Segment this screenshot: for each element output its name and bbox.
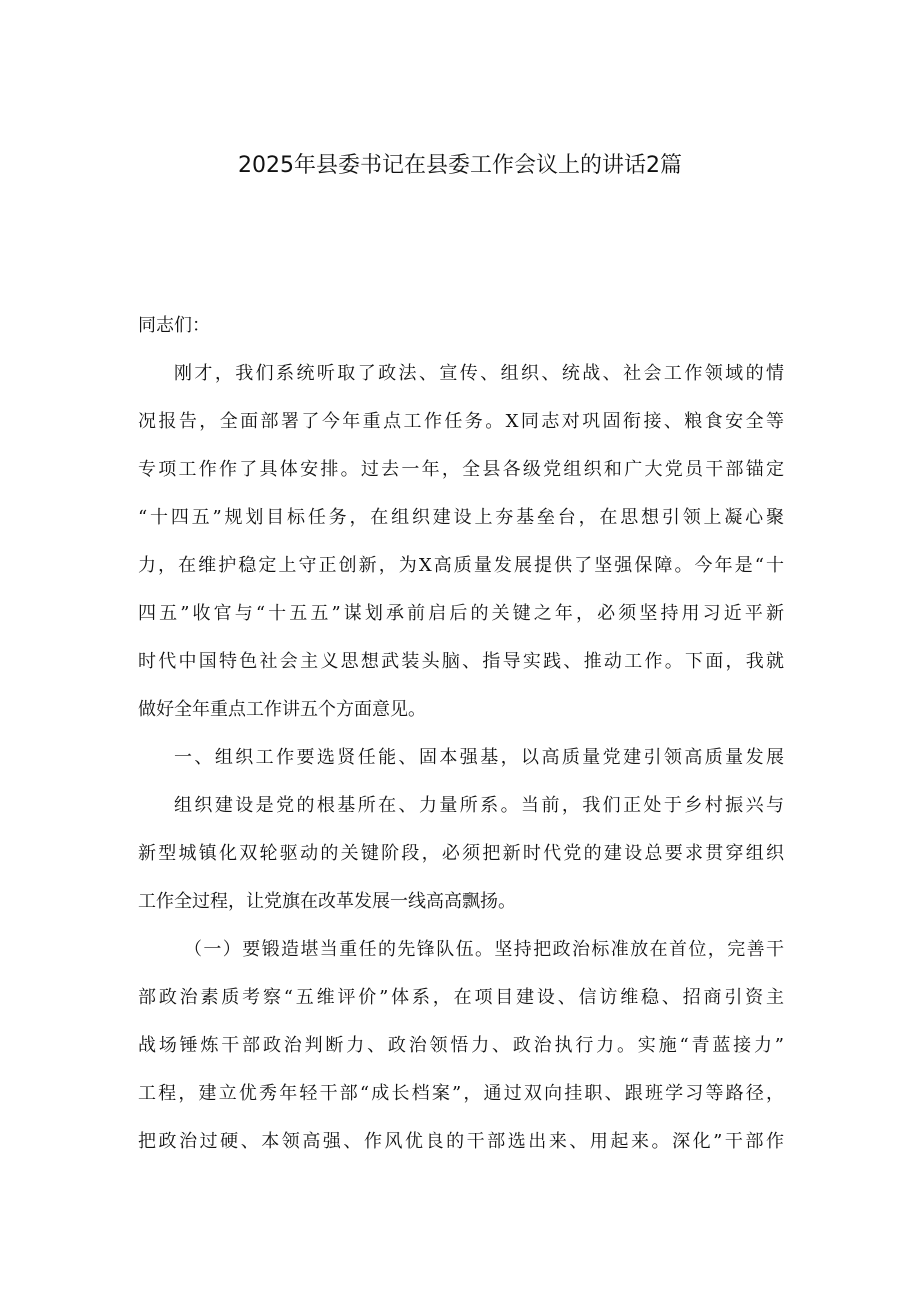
document-title: 2025年县委书记在县委工作会议上的讲话2篇 [238, 153, 682, 178]
paragraph-3-line-1: 组织建设是党的根基所在、力量所系。当前，我们正处于乡村振兴与 [174, 795, 784, 816]
paragraph-3-line-2: 新型城镇化双轮驱动的关键阶段，必须把新时代党的建设总要求贯穿组织 [138, 843, 784, 864]
paragraph-4-line-4: 工程，建立优秀年轻干部“成长档案”，通过双向挂职、跟班学习等路径， [138, 1083, 784, 1104]
paragraph-1-line-4: “十四五”规划目标任务，在组织建设上夯基垒台，在思想引领上凝心聚 [138, 507, 784, 528]
paragraph-3-line-3: 工作全过程，让党旗在改革发展一线高高飘扬。 [138, 891, 516, 912]
paragraph-1-line-6: 四五”收官与“十五五”谋划承前启后的关键之年，必须坚持用习近平新 [138, 603, 784, 624]
paragraph-4-line-5: 把政治过硬、本领高强、作风优良的干部选出来、用起来。深化”干部作 [138, 1131, 784, 1152]
paragraph-4-line-3: 战场锤炼干部政治判断力、政治领悟力、政治执行力。实施“青蓝接力” [138, 1035, 784, 1056]
paragraph-1-line-3: 专项工作作了具体安排。过去一年，全县各级党组织和广大党员干部锚定 [138, 459, 784, 480]
greeting-line: 同志们： [138, 315, 210, 336]
paragraph-1-line-1: 刚才，我们系统听取了政法、宣传、组织、统战、社会工作领域的情 [174, 363, 784, 384]
paragraph-4-line-2: 部政治素质考察“五维评价”体系，在项目建设、信访维稳、招商引资主 [138, 987, 784, 1008]
paragraph-1-line-7: 时代中国特色社会主义思想武装头脑、指导实践、推动工作。下面，我就 [138, 651, 784, 672]
paragraph-1-line-8: 做好全年重点工作讲五个方面意见。 [138, 699, 426, 720]
section-heading-1: 一、组织工作要选贤任能、固本强基，以高质量党建引领高质量发展 [174, 747, 784, 768]
document-body [138, 302, 784, 1166]
paragraph-1-line-2: 况报告，全面部署了今年重点工作任务。X同志对巩固衔接、粮食安全等 [138, 411, 784, 432]
paragraph-1-line-5: 力，在维护稳定上守正创新，为X高质量发展提供了坚强保障。今年是“十 [138, 555, 784, 576]
paragraph-4-line-1: （一）要锻造堪当重任的先锋队伍。坚持把政治标准放在首位，完善干 [184, 939, 784, 960]
